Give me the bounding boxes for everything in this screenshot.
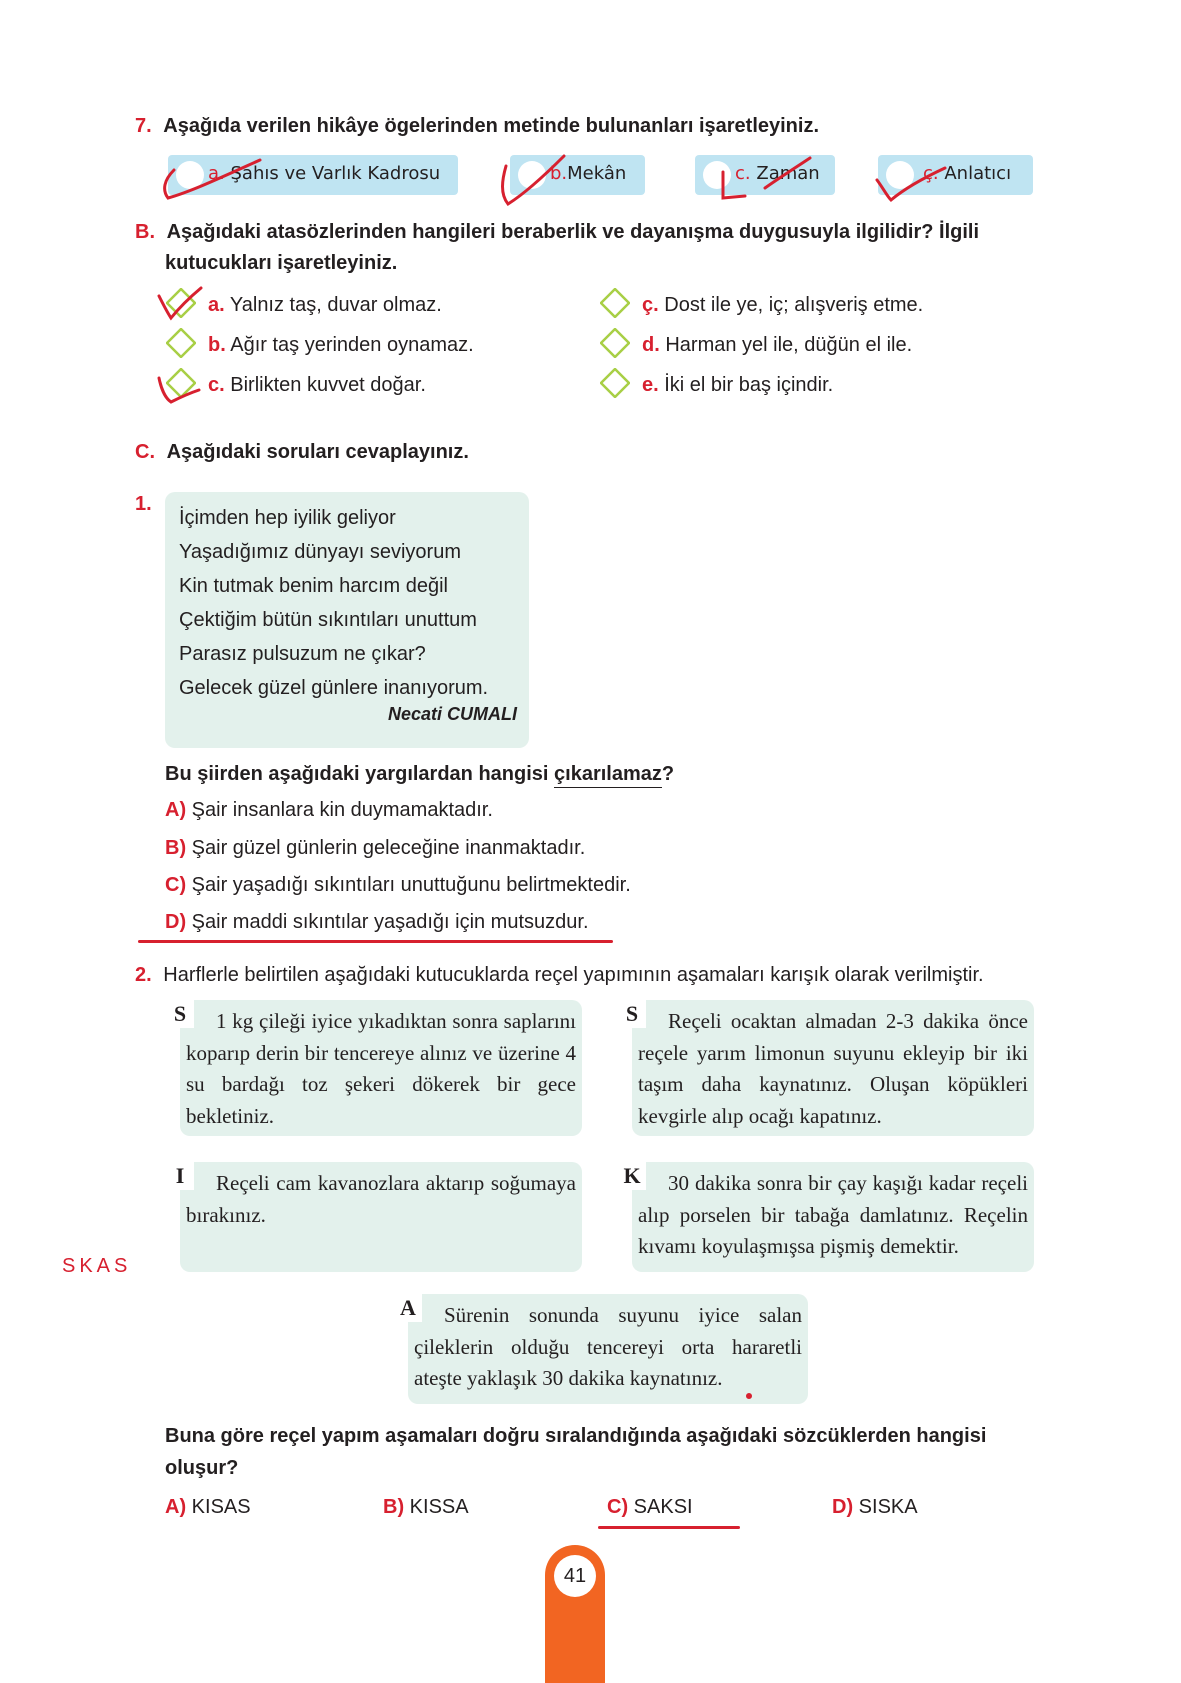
proverb-item-d: d. Harman yel ile, düğün el ile. (642, 334, 913, 356)
step-box-s1 (173, 1000, 582, 1136)
step-letter: A (394, 1294, 422, 1322)
handwritten-note: SKAS (62, 1255, 132, 1277)
poem-author: Necati CUMALI (387, 704, 517, 724)
question-number: 7. (135, 115, 152, 137)
poem-line: Çektiğim bütün sıkıntıları unuttum (179, 609, 477, 631)
proverb-item-b: b. Ağır taş yerinden oynamaz. (208, 334, 474, 356)
step-box-i (175, 1162, 582, 1272)
proverb-item-e: e. İki el bir baş içindir. (642, 374, 834, 396)
option-label: Zaman (756, 163, 820, 184)
proverb-item-c-cedilla: ç. Dost ile ye, iç; alışveriş etme. (642, 294, 924, 316)
step-letter: K (618, 1162, 646, 1190)
answer-option-a[interactable]: A) Şair insanlara kin duymamaktadır. (165, 799, 493, 821)
answer-option-c[interactable]: C) SAKSI (607, 1496, 693, 1518)
step-text: Sürenin sonunda suyunu iyice salan çileklerin olduğu tencereyi orta hararetli ateşte yaklaşık 30 dakika kaynatınız. (414, 1303, 802, 1390)
step-letter: I (166, 1162, 194, 1190)
question-text: Harflerle belirtilen aşağıdaki kutucuklarda reçel yapımının aşamaları karışık olarak verilmiştir. (163, 964, 984, 986)
section-c-heading: C. Aşağıdaki soruları cevaplayınız. (135, 441, 469, 463)
poem-line: İçimden hep iyilik geliyor (179, 507, 396, 529)
answer-option-c[interactable]: C) Şair yaşadığı sıkıntıları unuttuğunu belirtmektedir. (165, 874, 631, 896)
poem-box (165, 492, 529, 748)
check-mark-icon (715, 150, 825, 205)
step-letter: S (166, 1000, 194, 1028)
step-text: Reçeli cam kavanozlara aktarıp soğumaya bırakınız. (186, 1171, 576, 1227)
question-2 (135, 963, 984, 987)
poem-line: Yaşadığımız dünyayı seviyorum (179, 541, 461, 563)
check-mark-icon (160, 150, 270, 205)
question-number: 2. (135, 964, 152, 986)
poem-line: Gelecek güzel günlere inanıyorum. (179, 677, 489, 699)
answer-underline (598, 1526, 740, 1529)
question-letter: B. (135, 221, 155, 243)
check-mark-icon (500, 150, 570, 210)
answer-option-a[interactable]: A) KISAS (165, 1496, 251, 1518)
diamond-checkbox-icon[interactable] (600, 328, 630, 358)
step-text: 30 dakika sonra bir çay kaşığı kadar reçeli alıp porselen bir tabağa damlatınız. Reçelin kıvamı koyulaşmışsa pişmiş demektir. (638, 1171, 1028, 1258)
question-2-line2: oluşur? (165, 1457, 239, 1479)
question-b-line1 (135, 220, 979, 244)
step-box-k (623, 1162, 1034, 1272)
page-number: 41 (554, 1555, 596, 1597)
question-number: 1. (135, 493, 152, 515)
check-mark-icon (155, 282, 205, 322)
step-box-s2 (625, 1000, 1034, 1136)
step-text: Reçeli ocaktan almadan 2-3 dakika önce reçele yarım limonun suyunu ekleyip bir iki taşım daha kaynatınız. Oluşan köpükleri kevgirle alıp ocağı kapatınız. (638, 1009, 1028, 1128)
poem-line: Parasız pulsuzum ne çıkar? (179, 643, 426, 665)
question-7 (135, 114, 819, 138)
step-text: 1 kg çileği iyice yıkadıktan sonra saplarını koparıp derin bir tencereye alınız ve üzerine 4 su bardağı toz şekeri dökerek bir gece bekletiniz. (186, 1009, 576, 1128)
step-box-a (400, 1294, 808, 1404)
answer-option-d[interactable]: D) SISKA (832, 1496, 918, 1518)
option-chip-a[interactable]: a. Şahıs ve Varlık Kadrosu (168, 155, 458, 195)
poem-line: Kin tutmak benim harcım değil (179, 575, 449, 597)
question-text: Aşağıda verilen hikâye ögelerinden metinde bulunanları işaretleyiniz. (163, 115, 820, 137)
question-b-line2: kutucukları işaretleyiniz. (165, 252, 398, 274)
step-letter: S (618, 1000, 646, 1028)
answer-option-d[interactable]: D) Şair maddi sıkıntılar yaşadığı için mutsuzdur. (165, 911, 589, 933)
question-text: Aşağıdaki atasözlerinden hangileri beraberlik ve dayanışma duygusuyla ilgilidir? İlgili (166, 221, 980, 243)
question-1-text: Bu şiirden aşağıdaki yargılardan hangisi çıkarılamaz? (165, 762, 674, 786)
check-mark-icon (155, 368, 205, 406)
option-chip-b[interactable]: b.Mekân (510, 155, 645, 195)
option-chip-c[interactable]: c. Zaman (695, 155, 835, 195)
ink-dot (746, 1393, 752, 1399)
option-label: Şahıs ve Varlık Kadrosu (230, 163, 441, 184)
option-label: Anlatıcı (944, 163, 1012, 184)
proverb-item-c: c. Birlikten kuvvet doğar. (208, 374, 426, 396)
answer-underline (138, 940, 613, 943)
diamond-checkbox-icon[interactable] (600, 368, 630, 398)
option-label: Mekân (567, 163, 627, 184)
diamond-checkbox-icon[interactable] (600, 288, 630, 318)
proverb-item-a: a. Yalnız taş, duvar olmaz. (208, 294, 442, 316)
answer-option-b[interactable]: B) KISSA (383, 1496, 469, 1518)
option-chip-c-cedilla[interactable]: ç. Anlatıcı (878, 155, 1033, 195)
question-2-line1: Buna göre reçel yapım aşamaları doğru sıralandığında aşağıdaki sözcüklerden hangisi (165, 1425, 987, 1447)
answer-option-b[interactable]: B) Şair güzel günlerin geleceğine inanmaktadır. (165, 837, 586, 859)
emphasis-word: çıkarılamaz (554, 763, 662, 788)
check-mark-icon (873, 160, 953, 205)
diamond-checkbox-icon[interactable] (166, 328, 196, 358)
